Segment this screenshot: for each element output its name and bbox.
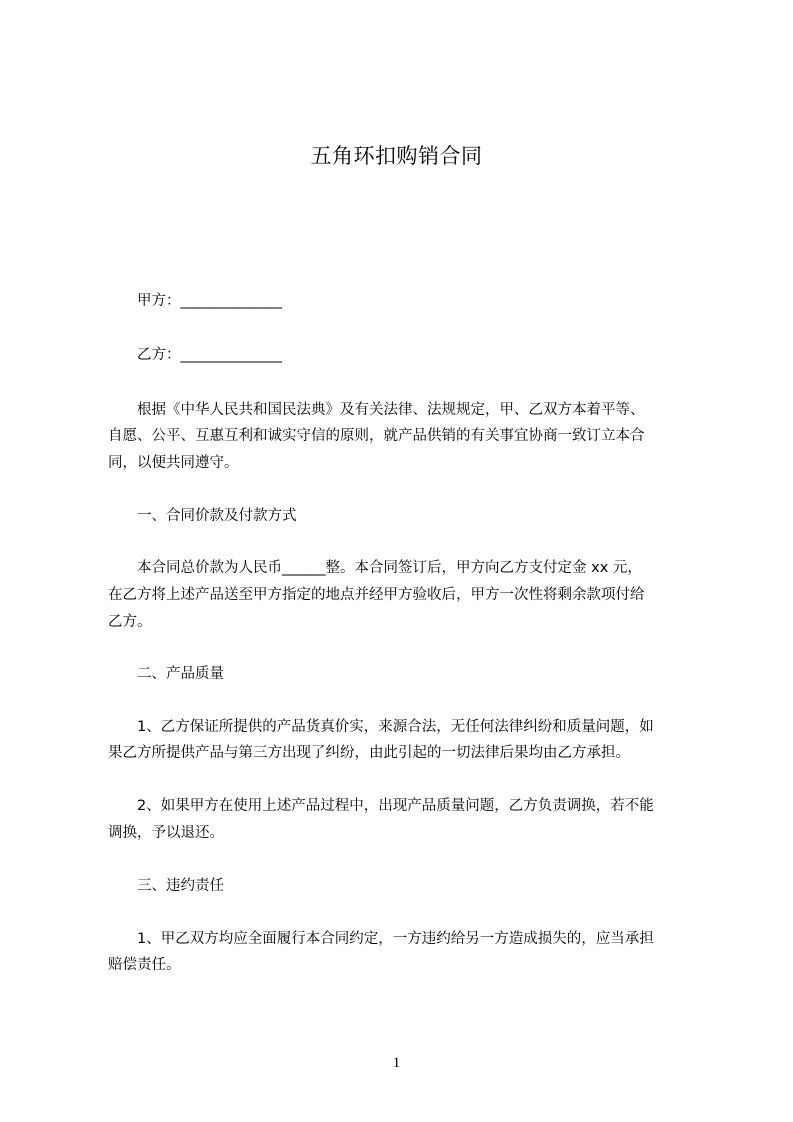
section1-line-3: 乙方。 [108,614,152,630]
section1-line-1: 本合同总价款为人民币______整。本合同签订后，甲方向乙方支付定金 xx 元， [137,560,642,576]
section2-item1-line-1: 1、乙方保证所提供的产品货真价实，来源合法，无任何法律纠纷和质量问题，如 [137,719,654,735]
intro-line-1: 根据《中华人民共和国民法典》及有关法律、法规规定，甲、乙双方本着平等、 [137,402,645,418]
section3-item1-line-2: 赔偿责任。 [108,957,181,973]
section2-heading: 二、产品质量 [137,666,224,682]
document-title: 五角环扣购销合同 [310,144,483,168]
intro-line-3: 同，以便共同遵守。 [108,455,239,471]
section3-heading: 三、违约责任 [137,878,224,894]
section2-item1-line-2: 果乙方所提供产品与第三方出现了纠纷，由此引起的一切法律后果均由乙方承担。 [108,745,630,761]
party-a-line: 甲方：______________ [137,293,282,309]
section3-item1-line-1: 1、甲乙双方均应全面履行本合同约定，一方违约给另一方造成损失的，应当承担 [137,931,654,947]
page-number: 1 [392,1055,401,1071]
intro-line-2: 自愿、公平、互惠互利和诚实守信的原则，就产品供销的有关事宜协商一致订立本合 [108,428,645,444]
section1-heading: 一、合同价款及付款方式 [137,508,297,524]
section1-line-2: 在乙方将上述产品送至甲方指定的地点并经甲方验收后，甲方一次性将剩余款项付给 [108,587,645,603]
section2-item2-line-2: 调换，予以退还。 [108,825,224,841]
party-b-line: 乙方：______________ [137,347,282,363]
section2-item2-line-1: 2、如果甲方在使用上述产品过程中，出现产品质量问题，乙方负责调换，若不能 [137,798,654,814]
